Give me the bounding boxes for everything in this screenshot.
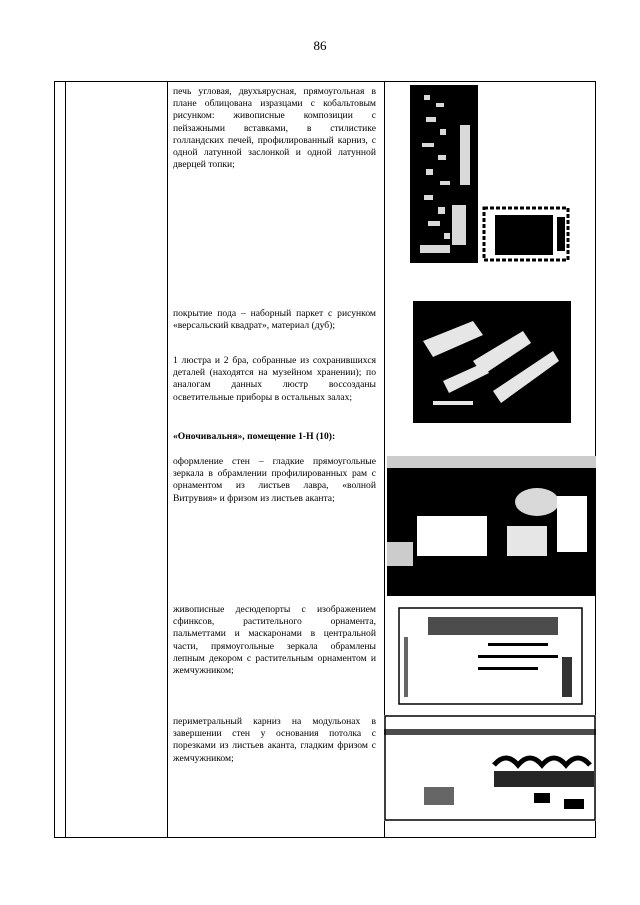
column-divider [65, 82, 66, 837]
floor-description: покрытие пода – наборный паркет с рисунком «версальский квадрат», материал (дуб); [173, 308, 376, 332]
page-number: 86 [313, 38, 327, 53]
column-divider [167, 82, 168, 837]
parquet-photo [413, 301, 571, 423]
bedroom-photo [387, 456, 596, 596]
cornice-description: периметральный карниз на модульонах в завершении стен у основания потолка с порезками из листьев аканта, гладким фризом с жемчужником; [173, 716, 376, 764]
lighting-description: 1 люстра и 2 бра, собранные из сохранившихся деталей (находятся на музейном хранении); по аналогам данных люстр воссозданы осветительные приборы в остальных залах; [173, 355, 376, 403]
stove-description: печь угловая, двухъярусная, прямоугольная в плане облицована изразцами с кобальтовым рисунком: живописные композиции с пейзажными вставками, в стилистике голландских печей, профилированный карниз, с одной латунной заслонкой и одной латунной дверцей топки; [173, 86, 376, 171]
cornice-photo [384, 715, 596, 821]
overdoors-description: живописные десюдепорты с изображением сфинксов, растительного орнамента, пальметтами и маскаронами в центральной части, прямоугольные зеркала обрамлены лепным декором с растительным орнаментом и жемчужником; [173, 604, 376, 677]
stove-photo [410, 85, 478, 263]
walls-description: оформление стен – гладкие прямоугольные зеркала в обрамлении профилированных рам с орнаментом из листьев лавра, «волной Витрувия» и фризом из листьев аканта; [173, 456, 376, 504]
overdoor-photo [398, 607, 583, 705]
room-heading: «Оночивальня», помещение 1-Н (10): [173, 431, 336, 442]
stove-door-photo [481, 205, 571, 263]
